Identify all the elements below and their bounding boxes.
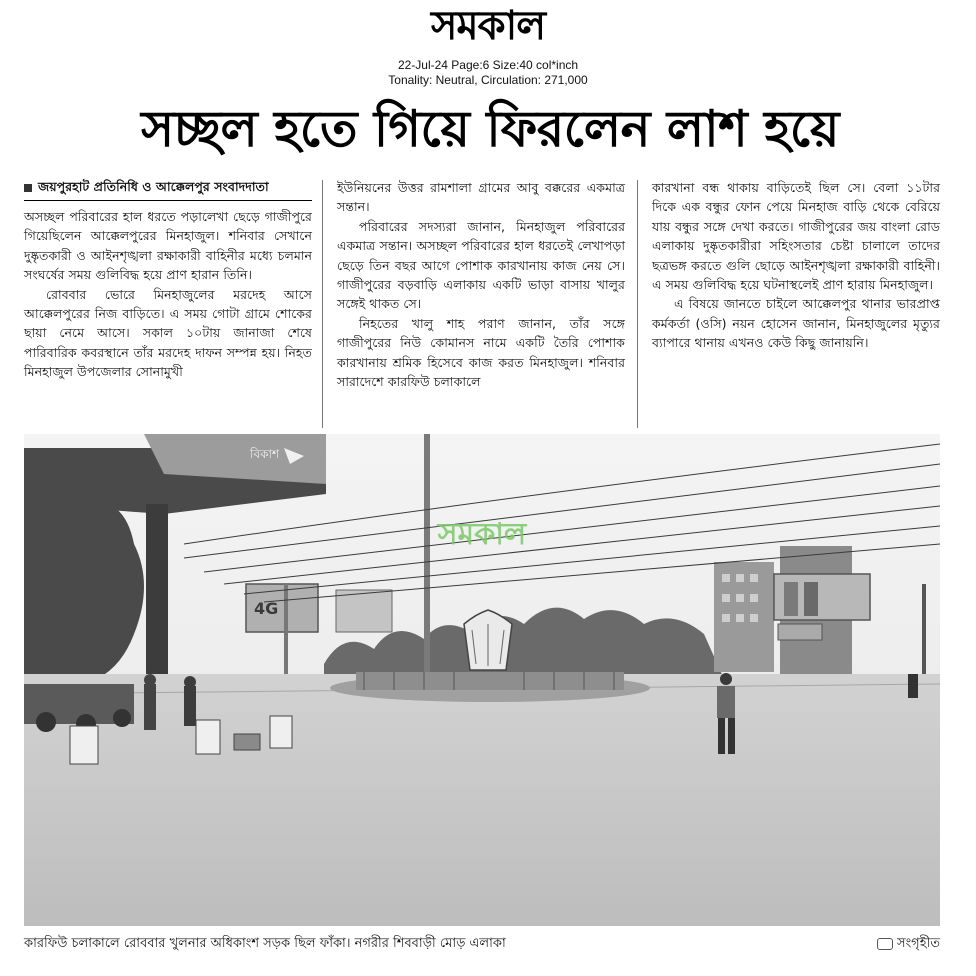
article-column-3 bbox=[652, 178, 940, 353]
paragraph: রোববার ভোরে মিনহাজুলের মরদেহ আসে আক্কেলপুরের নিজ বাড়িতে। এ সময় গোটা গ্রামে শোকের ছায়া নেমে আসে। সকাল ১০টায় জানাজা শেষে পারিবারিক কবরস্থানে তাঁর মরদেহ দাফন সম্পন্ন হয়। নিহত মিনহাজুল উপজেলার সোনামুখী bbox=[24, 286, 312, 380]
paragraph: এ বিষয়ে জানতে চাইলে আক্কেলপুর থানার ভারপ্রাপ্ত কর্মকর্তা (ওসি) নয়ন হোসেন জানান, মিনহাজুলের মৃত্যুর ব্যাপারে থানায় এখনও কেউ কিছু জানায়নি। bbox=[652, 296, 940, 351]
bullet-square-icon bbox=[24, 184, 32, 192]
news-photo bbox=[24, 434, 940, 926]
photo-credit-text: সংগৃহীত bbox=[896, 936, 940, 951]
person bbox=[184, 686, 196, 726]
article-column-2 bbox=[337, 178, 625, 391]
article-column-1 bbox=[24, 178, 312, 382]
photo-credit bbox=[877, 934, 940, 955]
road-barrier bbox=[270, 716, 292, 748]
paragraph: নিহতের খালু শাহ পরাণ জানান, তাঁর সঙ্গে গাজীপুরের নিউ কোমানস নামে একটি তৈরি পোশাক কারখানায় শ্রমিক হিসেবে কাজ করত মিনহাজুল। শনিবার সারাদেশে কারফিউ চলাকালে bbox=[337, 315, 625, 390]
clipping-meta-tonality: Tonality: Neutral, Circulation: 271,000 bbox=[388, 73, 588, 87]
road-barrier bbox=[70, 726, 98, 764]
paragraph: পরিবারের সদস্যরা জানান, মিনহাজুল পরিবারের একমাত্র সন্তান। অসচ্ছল পরিবারের হাল ধরতেই লেখাপড়া ছেড়ে তিন বছর আগে পোশাক কারখানায় কাজ নেয় সে। গাজীপুরের বড়বাড়ি এলাকায় একটি ভাড়া বাসায় খালুর সঙ্গেই থাকত সে। bbox=[337, 218, 625, 312]
clipping-meta-date: 22-Jul-24 Page:6 Size:40 col*inch bbox=[397, 58, 579, 72]
article-byline bbox=[24, 178, 312, 201]
road bbox=[24, 674, 940, 926]
photo-caption: কারফিউ চলাকালে রোববার খুলনার অধিকাংশ সড়ক ছিল ফাঁকা। নগরীর শিববাড়ী মোড় এলাকা bbox=[24, 936, 506, 951]
watermark-text: সমকাল bbox=[437, 517, 527, 552]
newspaper-masthead: সমকাল bbox=[430, 3, 546, 49]
camera-icon bbox=[877, 938, 893, 950]
article-headline: সচ্ছল হতে গিয়ে ফিরলেন লাশ হয়ে bbox=[141, 100, 839, 158]
road-barrier bbox=[196, 720, 220, 754]
person bbox=[144, 684, 156, 730]
paragraph: অসচ্ছল পরিবারের হাল ধরতে পড়ালেখা ছেড়ে গাজীপুরে গিয়েছিলেন আক্কেলপুরের মিনহাজুল। শনিবার সেখানে দুষ্কৃতকারী ও আইনশৃঙ্খলা রক্ষাকারী বাহিনীর মধ্যে চলমান সংঘর্ষের সময় গুলিবিদ্ধ হয়ে প্রাণ হারান তিনি। bbox=[24, 209, 312, 283]
paragraph: কারখানা বন্ধ থাকায় বাড়িতেই ছিল সে। বেলা ১১টার দিকে এক বন্ধুর ফোন পেয়ে মিনহাজ বাড়ি থেকে বেরিয়ে যায় বন্ধুর সঙ্গে দেখা করতে। গাজীপুরের জয় বাংলা রোড এলাকায় দুষ্কৃতকারীরা সহিংসতার চেষ্টা চালালে তাদের ছত্রভঙ্গ করতে গুলি ছোড়ে আইনশৃঙ্খলা রক্ষাকারী বাহিনী। এ সময় গুলিবিদ্ধ হয়ে ঘটনাস্থলেই প্রাণ হারায় মিনহাজুল। bbox=[652, 180, 940, 293]
utility-pole bbox=[424, 434, 430, 674]
street-scene-illustration bbox=[24, 434, 940, 926]
paragraph: ইউনিয়নের উত্তর রামশালা গ্রামের আবু বক্করের একমাত্র সন্তান। bbox=[337, 180, 625, 215]
byline-text: জয়পুরহাট প্রতিনিধি ও আক্কেলপুর সংবাদদাতা bbox=[38, 179, 269, 194]
billboard-text: 4G bbox=[254, 599, 279, 618]
column-divider bbox=[637, 180, 638, 428]
canopy-pillar bbox=[146, 504, 168, 674]
column-divider bbox=[322, 180, 323, 428]
canopy-sign: বিকাশ bbox=[250, 447, 280, 461]
